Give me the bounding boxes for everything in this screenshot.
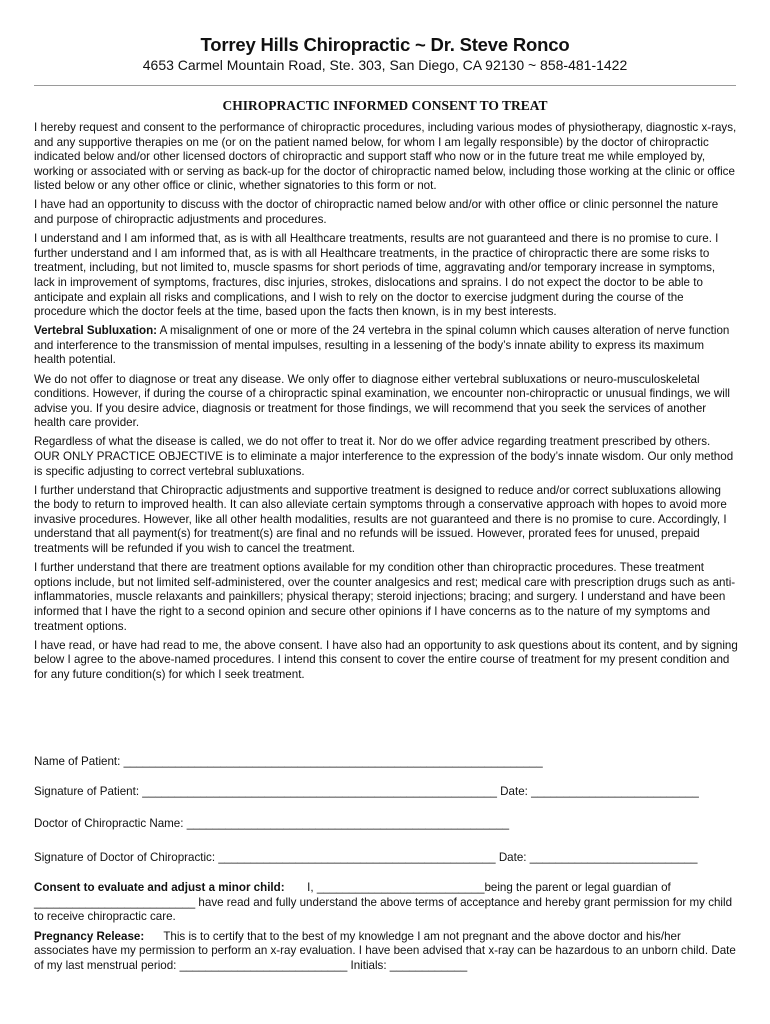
doctor-date-field[interactable]: __________________________ bbox=[529, 851, 698, 864]
doctor-name-field[interactable]: __________________________________________________ bbox=[186, 817, 510, 830]
clinic-title: Torrey Hills Chiropractic ~ Dr. Steve Ronco bbox=[200, 34, 570, 55]
paragraph-diagnosis: We do not offer to diagnose or treat any disease. We only offer to diagnose either vertebral subluxations or neuro-musculoskeletal conditions. However, if during the course of a chiropractic spinal examination, we encounter non-chiropractic or unusual findings, we will advise you. If you desire advice, diagnosis or treatment for those findings, we will recommend that you seek the services of another health care provider. bbox=[34, 372, 730, 430]
doctor-signature-label: Signature of Doctor of Chiropractic: bbox=[34, 851, 216, 864]
patient-date-label: Date: bbox=[500, 785, 528, 798]
paragraph-risks: I understand and I am informed that, as is with all Healthcare treatments, results are not guaranteed and there is no promise to cure. I further understand and I am informed that, as is with all Healthcare treatments, in the practice of chiropractic there are some risks to treatment, including, but not limited to, muscle spasms for short periods of time, aggravating and/or temporary increase in symptoms, lack in improvement of symptoms, fractures, disc injuries, strokes, dislocations and sprains. I do not expect the doctor to be able to anticipate and explain all risks and complications, and I wish to rely on the doctor to exercise judgment during the course of the procedure which the doctor feels at the time, based upon the facts then known, is in my best interests. bbox=[34, 232, 719, 319]
patient-date-field[interactable]: __________________________ bbox=[531, 785, 699, 798]
header-divider bbox=[34, 85, 736, 86]
patient-signature-field[interactable]: _______________________________________________________ bbox=[142, 785, 497, 798]
minor-consent-label: Consent to evaluate and adjust a minor child: bbox=[34, 881, 285, 894]
paragraph-consent-request: I hereby request and consent to the performance of chiropractic procedures, including various modes of physiotherapy, diagnostic x-rays, and any supportive therapies on me (or on the patient named below, for whom I am legally responsible) by the doctor of chiropractic indicated below and/or other licensed doctors of chiropractic and support staff who now or in the future treat me while employed by, working or associated with or serving as back-up for the doctor of chiropractic named below, including those working at the clinic or office listed below or any other office or clinic, whether signatories to this form or not. bbox=[34, 121, 737, 193]
pregnancy-release-text[interactable]: This is to certify that to the best of my knowledge I am not pregnant and the above doctor and his/her associates have my permission to perform an x-ray evaluation. I have been advised that x-ray can be hazardous to an unborn child. Date of my last menstrual period: __________________________ Initials: ____________ bbox=[34, 929, 736, 972]
patient-signature-label: Signature of Patient: bbox=[34, 785, 140, 798]
consent-body bbox=[34, 121, 738, 687]
vertebral-subluxation-text: A misalignment of one or more of the 24 vertebra in the spinal column which causes alteration of nerve function and interference to the transmission of mental impulses, resulting in a lessening of the body’s innate ability to express its maximum health potential. bbox=[34, 324, 730, 367]
doctor-signature-field[interactable]: ___________________________________________ bbox=[218, 851, 496, 864]
paragraph-practice-objective: Regardless of what the disease is called, we do not offer to treat it. Nor do we offer advice regarding treatment prescribed by others. OUR ONLY PRACTICE OBJECTIVE is to eliminate a major interference to the expression of the body’s innate wisdom. Our only method is specific adjusting to correct vertebral subluxations. bbox=[34, 435, 734, 478]
paragraph-treatment-options: I further understand that there are treatment options available for my condition other than chiropractic procedures. These treatment options include, but not limited self-administered, over the counter analgesics and rest; medical care with prescription drugs such as anti-inflammatories, muscle relaxants and painkillers; physical therapy; steroid injections; bracing; and surgery. I understand and have been informed that I have the right to a second opinion and secure other opinions if I have concerns as to the nature of my symptoms and treatment options. bbox=[34, 561, 736, 633]
pregnancy-release-section bbox=[34, 930, 738, 974]
doctor-signature-row bbox=[34, 851, 738, 881]
doctor-name-label: Doctor of Chiropractic Name: bbox=[34, 817, 184, 830]
vertebral-subluxation-label: Vertebral Subluxation: bbox=[34, 324, 158, 338]
minor-consent-section bbox=[34, 881, 738, 925]
patient-name-label: Name of Patient: bbox=[34, 755, 121, 768]
clinic-address: 4653 Carmel Mountain Road, Ste. 303, San Diego, CA 92130 ~ 858-481-1422 bbox=[142, 57, 628, 73]
minor-consent-text-1[interactable]: I, __________________________being the parent or legal guardian of bbox=[307, 881, 671, 894]
patient-name-field[interactable]: _________________________________________________________________ bbox=[123, 755, 543, 768]
patient-signature-row bbox=[34, 785, 738, 817]
document-title: CHIROPRACTIC INFORMED CONSENT TO TREAT bbox=[222, 98, 548, 113]
patient-name-row bbox=[34, 755, 738, 785]
doctor-name-row bbox=[34, 817, 738, 851]
minor-consent-text-2[interactable]: _________________________ have read and fully understand the above terms of acceptance and hereby grant permission for my child to receive chiropractic care. bbox=[34, 895, 733, 924]
paragraph-vertebral-subluxation bbox=[34, 324, 738, 368]
paragraph-discussion: I have had an opportunity to discuss with the doctor of chiropractic named below and/or with other office or clinic personnel the nature and purpose of chiropractic adjustments and procedures. bbox=[34, 198, 719, 227]
doctor-date-label: Date: bbox=[498, 851, 527, 864]
paragraph-acknowledgement: I have read, or have had read to me, the above consent. I have also had an opportunity to ask questions about its content, and by signing below I agree to the above-named procedures. I intend this consent to cover the entire course of treatment for my present condition and for any future condition(s) for which I seek treatment. bbox=[34, 638, 738, 681]
pregnancy-release-label: Pregnancy Release: bbox=[34, 929, 145, 943]
paragraph-payment: I further understand that Chiropractic adjustments and supportive treatment is designed to reduce and/or correct subluxations allowing the body to return to improved health. It can also alleviate certain symptoms through a conservative approach with hopes to avoid more invasive procedures. However, like all other health modalities, results are not guaranteed and there is no promise to cure. Accordingly, I understand that all payment(s) for treatment(s) are final and no refunds will be issued. However, prorated fees for unused, prepaid treatments will be refunded if you wish to cancel the treatment. bbox=[34, 483, 727, 556]
signature-form bbox=[34, 755, 738, 979]
